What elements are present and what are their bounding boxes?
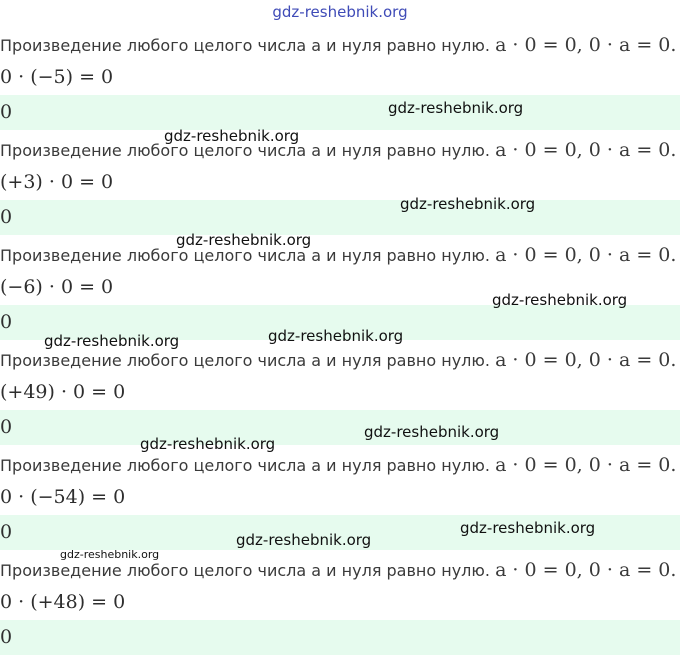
- answer: 0: [0, 620, 680, 655]
- watermark: gdz-reshebnik.org: [44, 332, 180, 350]
- watermark: gdz-reshebnik.org: [400, 195, 536, 213]
- rule-text: Произведение любого целого числа а и нуля равно нулю.: [0, 561, 490, 580]
- rule-formula: a · 0 = 0, 0 · a = 0.: [495, 454, 677, 476]
- answer: 0: [0, 95, 680, 130]
- watermark: gdz-reshebnik.org: [388, 99, 524, 117]
- watermark: gdz-reshebnik.org: [268, 327, 404, 345]
- solution-item: [0, 555, 680, 660]
- rule-text: Произведение любого целого числа а и нуля равно нулю.: [0, 246, 490, 265]
- watermark: gdz-reshebnik.org: [364, 423, 500, 441]
- watermark: gdz-reshebnik.org: [60, 548, 160, 561]
- rule-text: Произведение любого целого числа а и нуля равно нулю.: [0, 141, 490, 160]
- answer: 0: [0, 410, 680, 445]
- watermark: gdz-reshebnik.org: [236, 531, 372, 549]
- rule-line: [0, 30, 680, 60]
- solution-item: [0, 30, 680, 135]
- answer: 0: [0, 515, 680, 550]
- expression: (−6) · 0 = 0: [0, 276, 114, 298]
- watermark: gdz-reshebnik.org: [460, 519, 596, 537]
- expression: (+49) · 0 = 0: [0, 381, 126, 403]
- rule-text: Произведение любого целого числа а и нуля равно нулю.: [0, 456, 490, 475]
- rule-formula: a · 0 = 0, 0 · a = 0.: [495, 559, 677, 581]
- answer: 0: [0, 305, 680, 340]
- answer: 0: [0, 200, 680, 235]
- solution-item: [0, 345, 680, 450]
- watermark: gdz-reshebnik.org: [176, 231, 312, 249]
- rule-formula: a · 0 = 0, 0 · a = 0.: [495, 349, 677, 371]
- rule-formula: a · 0 = 0, 0 · a = 0.: [495, 139, 677, 161]
- expression: (+3) · 0 = 0: [0, 171, 114, 193]
- rule-formula: a · 0 = 0, 0 · a = 0.: [495, 244, 677, 266]
- solution-item: [0, 135, 680, 240]
- rule-line: [0, 135, 680, 165]
- rule-text: Произведение любого целого числа а и нуля равно нулю.: [0, 351, 490, 370]
- rule-line: [0, 450, 680, 480]
- expression: 0 · (+48) = 0: [0, 591, 126, 613]
- rule-line: [0, 240, 680, 270]
- watermark: gdz-reshebnik.org: [492, 291, 628, 309]
- expression: 0 · (−54) = 0: [0, 486, 126, 508]
- watermark: gdz-reshebnik.org: [140, 435, 276, 453]
- header-watermark: gdz-reshebnik.org: [272, 3, 408, 21]
- expression: 0 · (−5) = 0: [0, 66, 114, 88]
- rule-formula: a · 0 = 0, 0 · a = 0.: [495, 34, 677, 56]
- rule-text: Произведение любого целого числа а и нуля равно нулю.: [0, 36, 490, 55]
- watermark: gdz-reshebnik.org: [164, 127, 300, 145]
